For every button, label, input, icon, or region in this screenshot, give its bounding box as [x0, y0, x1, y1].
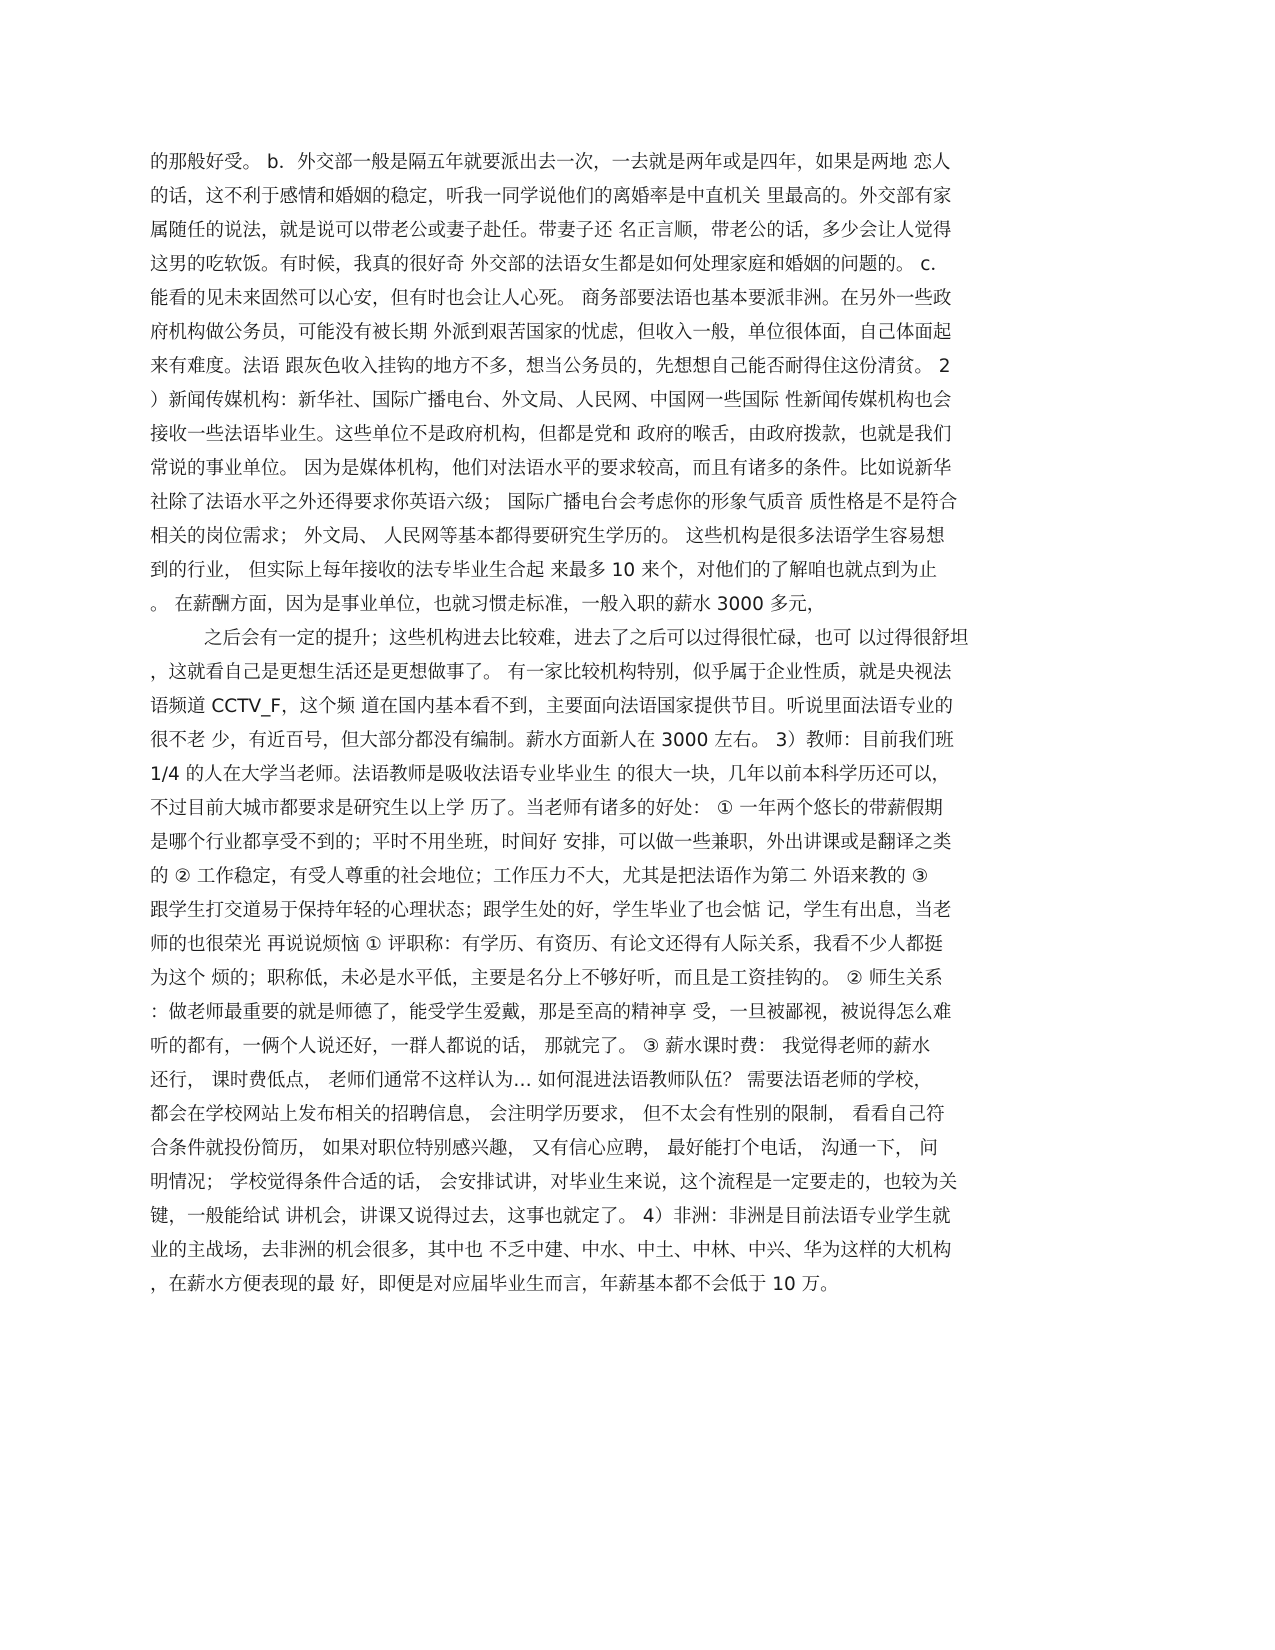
text-line: 不过目前大城市都要求是研究生以上学 历了。当老师有诸多的好处： ① 一年两个悠长的带薪假期	[150, 798, 943, 819]
text-line: 合条件就投份简历， 如果对职位特别感兴趣， 又有信心应聘， 最好能打个电话， 沟通一下， 问	[150, 1138, 938, 1159]
text-line: 跟学生打交道易于保持年轻的心理状态；跟学生处的好，学生毕业了也会惦 记，学生有出息，当老	[150, 900, 952, 921]
text-line: ，在薪水方便表现的最 好，即便是对应届毕业生而言，年薪基本都不会低于 10 万。	[150, 1274, 839, 1295]
text-line: 相关的岗位需求； 外文局、 人民网等基本都得要研究生学历的。 这些机构是很多法语学生容易想	[150, 526, 945, 547]
text-line: 社除了法语水平之外还得要求你英语六级； 国际广播电台会考虑你的形象气质音 质性格是不是符合	[150, 492, 958, 513]
text-line: ，这就看自己是更想生活还是更想做事了。 有一家比较机构特别，似乎属于企业性质，就是央视法	[150, 662, 952, 683]
text-line: 语频道 CCTV_F，这个频 道在国内基本看不到，主要面向法语国家提供节目。听说里面法语专业的	[150, 696, 953, 717]
text-line: 属随任的说法，就是说可以带老公或妻子赴任。带妻子还 名正言顺，带老公的话，多少会让人觉得	[150, 220, 952, 241]
text-line: 到的行业， 但实际上每年接收的法专毕业生合起 来最多 10 来个，对他们的了解咱也就点到为止	[150, 560, 938, 581]
text-line: 明情况； 学校觉得条件合适的话， 会安排试讲，对毕业生来说，这个流程是一定要走的，也较为关	[150, 1172, 958, 1193]
text-line: 的 ② 工作稳定，有受人尊重的社会地位；工作压力不大，尤其是把法语作为第二 外语来教的 ③	[150, 866, 929, 887]
text-line: 这男的吃软饭。有时候，我真的很好奇 外交部的法语女生都是如何处理家庭和婚姻的问题的。 c．	[150, 254, 949, 275]
text-line: 都会在学校网站上发布相关的招聘信息， 会注明学历要求， 但不太会有性别的限制， 看看自己符	[150, 1104, 945, 1125]
text-line: 1/4 的人在大学当老师。法语教师是吸收法语专业毕业生 的很大一块，几年以前本科学历还可以，	[150, 764, 951, 785]
text-line: 还行， 课时费低点， 老师们通常不这样认为… 如何混进法语教师队伍？ 需要法语老师的学校，	[150, 1070, 933, 1091]
text-line: 听的都有，一俩个人说还好，一群人都说的话， 那就完了。 ③ 薪水课时费： 我觉得老师的薪水	[150, 1036, 931, 1057]
text-line: 的那般好受。 b．外交部一般是隔五年就要派出去一次，一去就是两年或是四年，如果是两地 恋人	[150, 152, 951, 173]
text-line: 是哪个行业都享受不到的；平时不用坐班，时间好 安排，可以做一些兼职，外出讲课或是翻译之类	[150, 832, 952, 853]
text-line: 接收一些法语毕业生。这些单位不是政府机构，但都是党和 政府的喉舌，由政府拨款，也就是我们	[150, 424, 952, 445]
text-line: 师的也很荣光 再说说烦恼 ① 评职称：有学历、有资历、有论文还得有人际关系，我看不少人都挺	[150, 934, 943, 955]
text-line: ）新闻传媒机构：新华社、国际广播电台、外文局、人民网、中国网一些国际 性新闻传媒机构也会	[150, 390, 952, 411]
text-line: 为这个 烦的；职称低，未必是水平低，主要是名分上不够好听，而且是工资挂钩的。 ② 师生关系	[150, 968, 943, 989]
text-line: 。 在薪酬方面，因为是事业单位，也就习惯走标准，一般入职的薪水 3000 多元，	[150, 594, 826, 615]
text-line: 的话，这不利于感情和婚姻的稳定，听我一同学说他们的离婚率是中直机关 里最高的。外交部有家	[150, 186, 952, 207]
text-line: 来有难度。法语 跟灰色收入挂钩的地方不多，想当公务员的，先想想自己能否耐得住这份清贫。 2	[150, 356, 951, 377]
body-text	[150, 146, 1110, 1302]
text-line: 业的主战场，去非洲的机会很多，其中也 不乏中建、中水、中土、中林、中兴、华为这样的大机构	[150, 1240, 952, 1261]
text-line: 府机构做公务员，可能没有被长期 外派到艰苦国家的忧虑，但收入一般，单位很体面，自己体面起	[150, 322, 952, 343]
text-line: 之后会有一定的提升；这些机构进去比较难，进去了之后可以过得很忙碌，也可 以过得很舒坦	[204, 628, 969, 649]
text-line: 很不老 少，有近百号，但大部分都没有编制。薪水方面新人在 3000 左右。 3）教师：目前我们班	[150, 730, 954, 751]
text-line: ：做老师最重要的就是师德了，能受学生爱戴，那是至高的精神享 受，一旦被鄙视，被说得怎么难	[150, 1002, 952, 1023]
text-line: 能看的见未来固然可以心安，但有时也会让人心死。 商务部要法语也基本要派非洲。在另外一些政	[150, 288, 952, 309]
text-line: 键，一般能给试 讲机会，讲课又说得过去，这事也就定了。 4）非洲：非洲是目前法语专业学生就	[150, 1206, 951, 1227]
text-line: 常说的事业单位。 因为是媒体机构，他们对法语水平的要求较高，而且有诸多的条件。比如说新华	[150, 458, 952, 479]
